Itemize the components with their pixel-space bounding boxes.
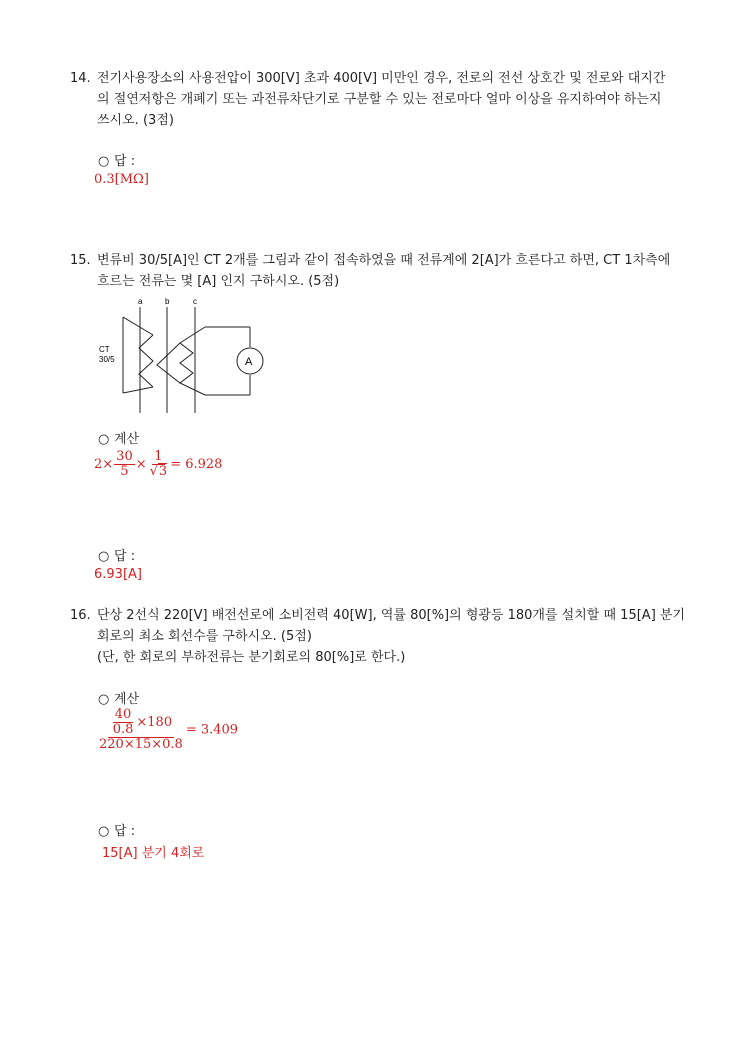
bullet-icon: ○ [98,692,110,707]
bullet-icon: ○ [98,549,110,564]
bullet-icon: ○ [98,154,110,169]
question-number: 15. [70,253,91,268]
question-number: 16. [70,608,91,623]
question-text: 변류비 30/5[A]인 CT 2개를 그림과 같이 접속하였을 때 전류계에 2[A]가 흐른다고 하면, CT 1차측에 흐르는 전류는 몇 [A] 인지 구하시오. (5점) [97,253,671,289]
question-text: 전기사용장소의 사용전압이 300[V] 초과 400[V] 미만인 경우, 전로의 전선 상호간 및 전로와 대지간 의 절연저항은 개폐기 또는 과전류차단기로 구분할 수 있는 전로마다 얼마 이상을 유지하여야 하는지 쓰시오. (3점) [97,71,666,128]
question-15 [70,250,690,292]
calc-label: ○ 계산 [98,692,140,707]
answer-label: ○ 답 : [98,824,136,839]
question-text: 단상 2선식 220[V] 배전선로에 소비전력 40[W], 역률 80[%]의 형광등 180개를 설치할 때 15[A] 분기 회로의 최소 회선수를 구하시오. (5점) (단, 한 회로의 부하전류는 분기회로의 80[%]로 한다.) [97,608,686,665]
answer-label: ○ 답 : [98,549,136,564]
answer-value: 0.3[MΩ] [94,172,149,187]
calculation: 2× $\frac{30}{5}$ × $\frac{1}{√3}$ = 6.928 [94,449,223,479]
answer-value: 6.93[A] [94,567,142,582]
ct-label: CT [99,345,110,354]
phase-b-label: b [165,297,170,306]
question-number: 14. [70,71,91,86]
ct-ratio-label: 30/5 [99,355,115,364]
calculation: $\frac{40}{0.8}$ ×180 220×15×0.8 = 3.409 [99,707,239,752]
phase-c-label: c [193,297,197,306]
ct-circuit-diagram [95,295,275,420]
question-16 [70,605,690,668]
calc-label: ○ 계산 [98,432,140,447]
answer-value: 15[A] 분기 4회로 [102,846,205,861]
bullet-icon: ○ [98,824,110,839]
bullet-icon: ○ [98,432,110,447]
answer-label: ○ 답 : [98,154,136,169]
question-14 [70,68,690,131]
phase-a-label: a [138,297,143,306]
ammeter-label: A [245,356,253,368]
